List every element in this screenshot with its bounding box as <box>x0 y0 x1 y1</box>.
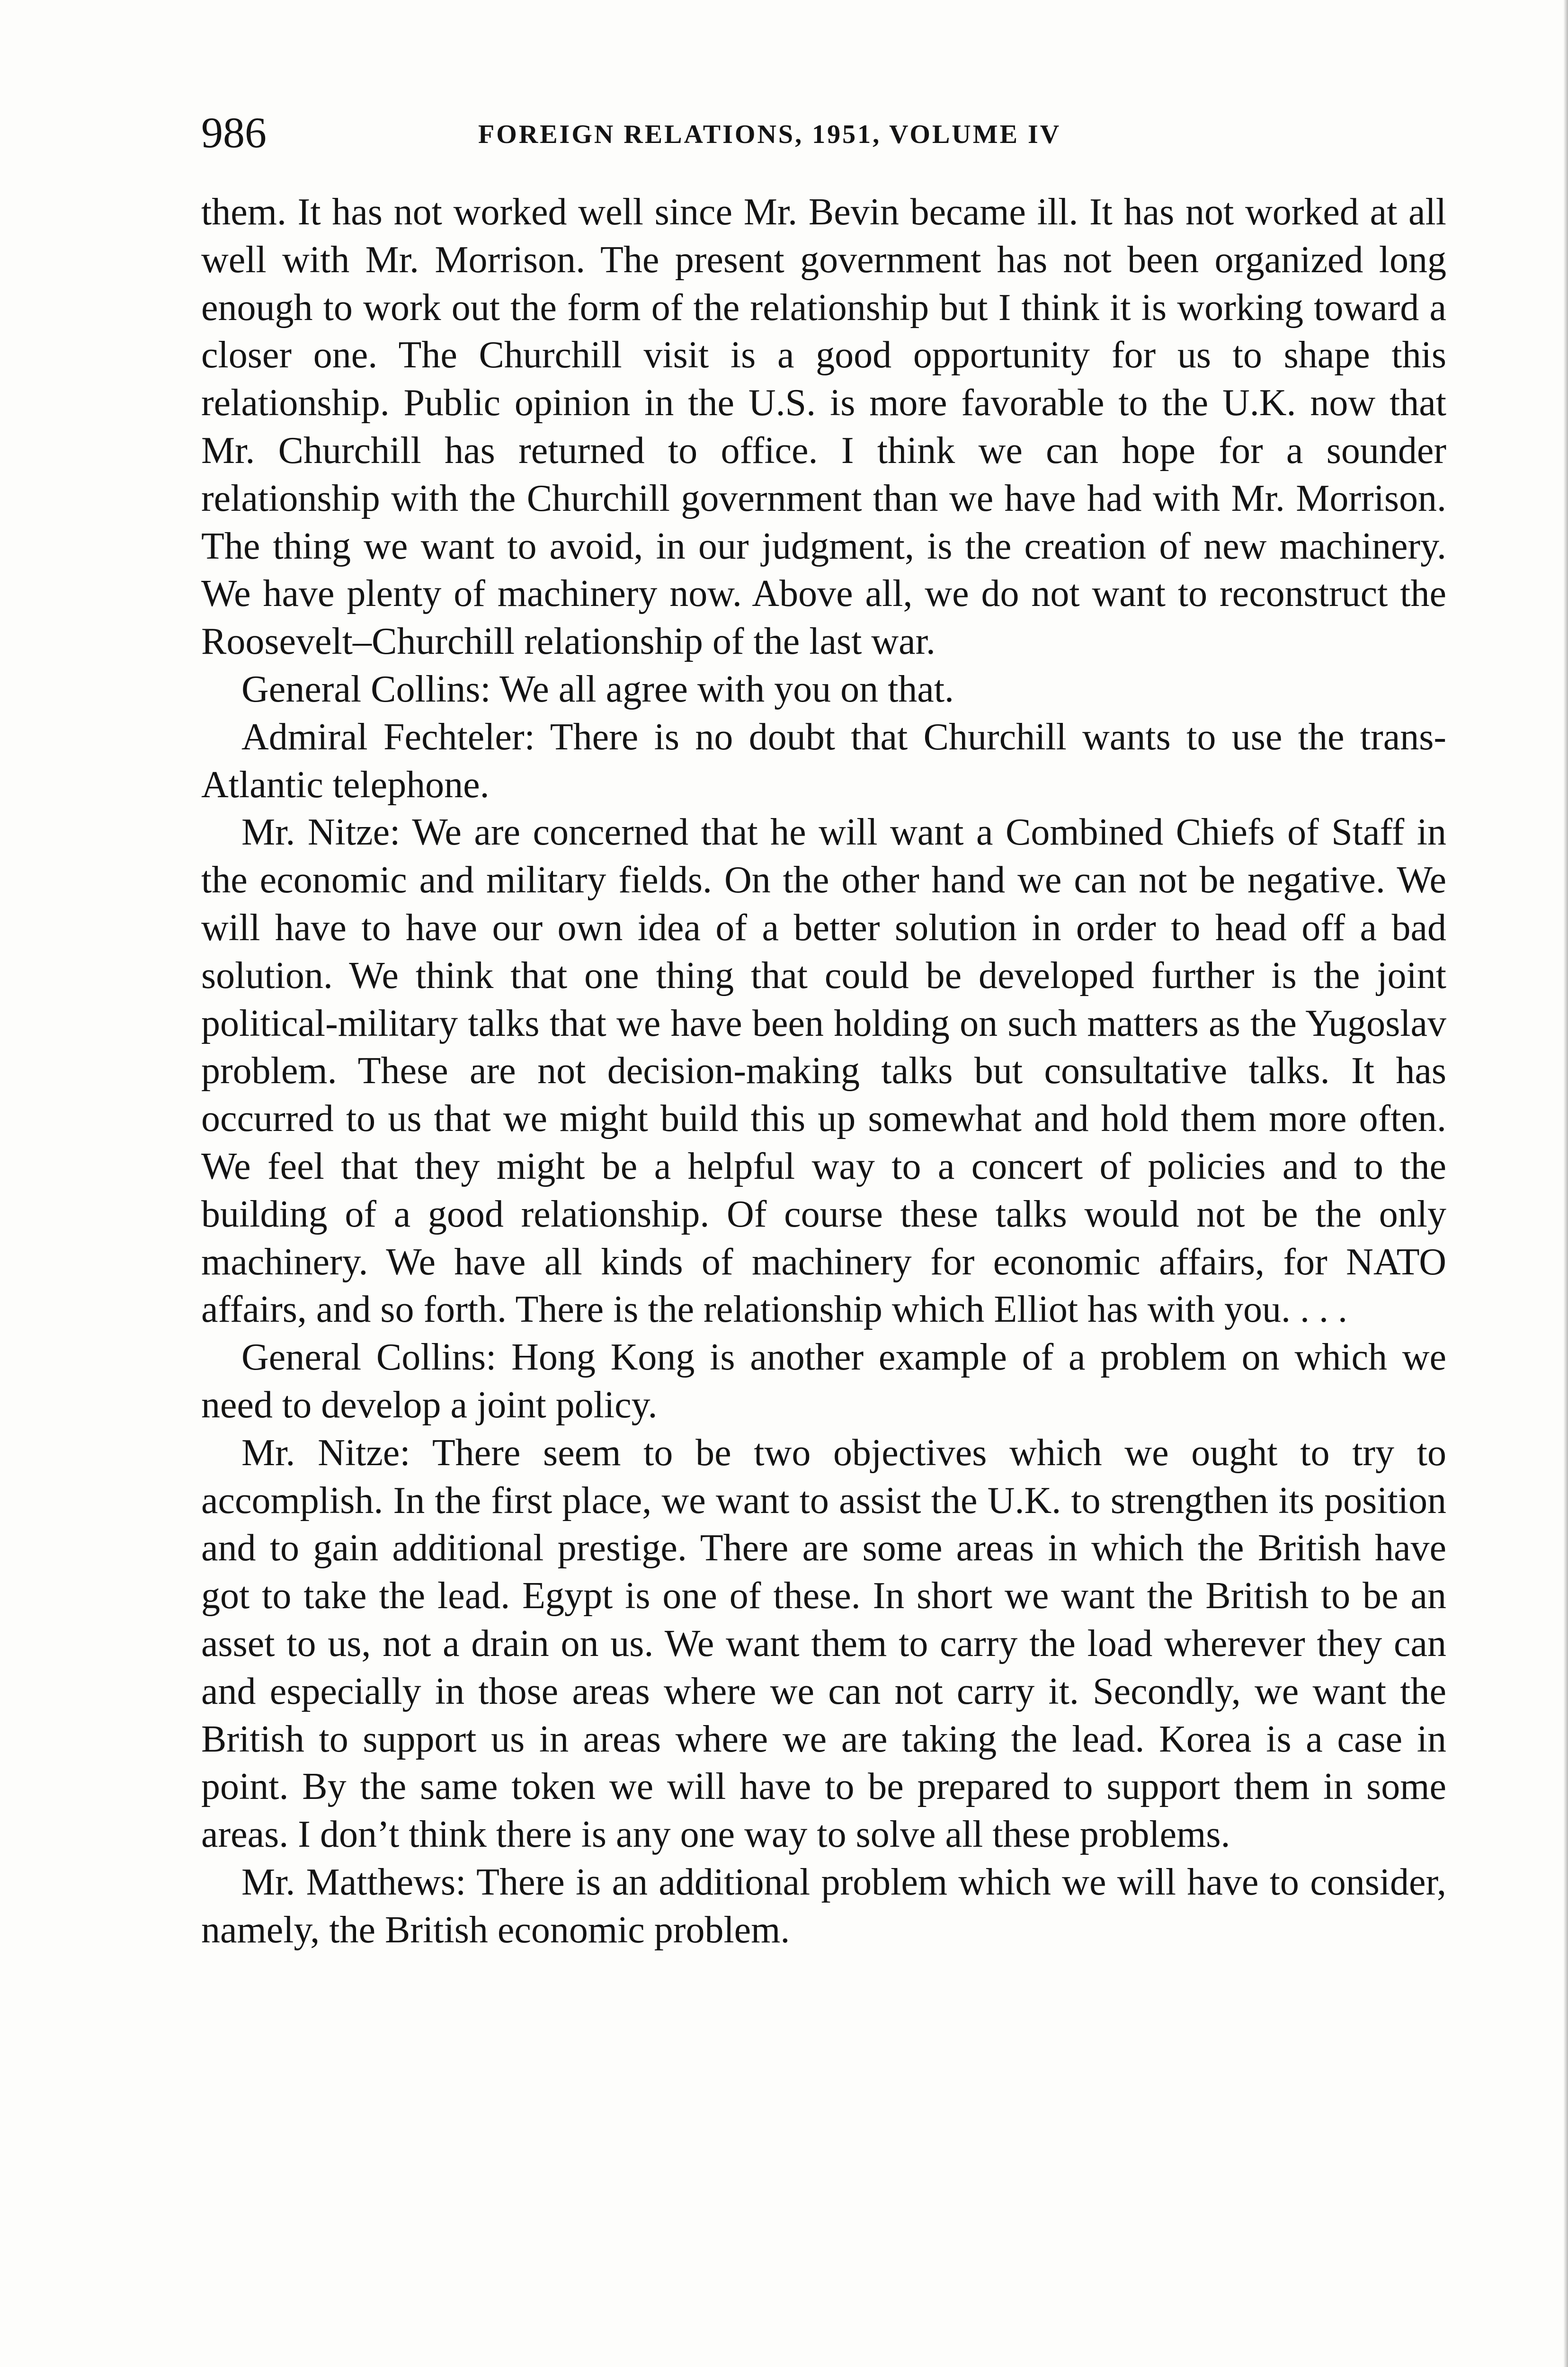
paragraph-collins-agree: General Collins: We all agree with you on that. <box>241 668 954 710</box>
paragraph-collins-hong-kong: General Collins: Hong Kong is another example of a problem on which we need to develop a joint policy. <box>201 1336 1446 1426</box>
running-head: FOREIGN RELATIONS, 1951, VOLUME IV <box>478 120 1061 149</box>
body-text <box>201 188 1446 1954</box>
paragraph-nitze-machinery: Mr. Nitze: We are concerned that he will want a Combined Chiefs of Staff in the economic and military fields. On the other hand we can not be negative. We will have to have our own idea of a better solution in order to head off a bad solution. We think that one thing that could be developed further is the joint political-military talks that we have been holding on such matters as the Yugoslav problem. These are not decision-making talks but consultative talks. It has occurred to us that we might build this up somewhat and hold them more often. We feel that they might be a helpful way to a concert of policies and to the building of a good relationship. Of course these talks would not be the only machinery. We have all kinds of machinery for economic affairs, for NATO affairs, and so forth. There is the relationship which Elliot has with you. . . . <box>201 811 1446 1331</box>
page-edge-shadow <box>1563 0 1568 2367</box>
paragraph-nitze-objectives: Mr. Nitze: There seem to be two objectives which we ought to try to accomplish. In the first place, we want to assist the U.K. to strengthen its position and to gain additional prestige. There are some areas in which the British have got to take the lead. Egypt is one of these. In short we want the British to be an asset to us, not a drain on us. We want them to carry the load wherever they can and especially in those areas where we can not carry it. Secondly, we want the British to support us in areas where we are taking the lead. Korea is a case in point. By the same token we will have to be prepared to support them in some areas. I don’t think there is any one way to solve all these problems. <box>201 1432 1446 1856</box>
paragraph-matthews: Mr. Matthews: There is an additional problem which we will have to consider, namely, the British economic problem. <box>201 1861 1446 1951</box>
page-number: 986 <box>201 108 267 157</box>
paragraph-fechteler: Admiral Fechteler: There is no doubt that Churchill wants to use the trans-Atlantic telephone. <box>201 716 1446 806</box>
paragraph-continuation: them. It has not worked well since Mr. Bevin became ill. It has not worked at all well with Mr. Morrison. The present government has not been organized long enough to work out the form of the relationship but I think it is working toward a closer one. The Churchill visit is a good opportunity for us to shape this relationship. Public opinion in the U.S. is more favorable to the U.K. now that Mr. Churchill has returned to office. I think we can hope for a sounder relationship with the Churchill government than we have had with Mr. Morrison. The thing we want to avoid, in our judgment, is the creation of new machinery. We have plenty of machinery now. Above all, we do not want to reconstruct the Roosevelt–Churchill relationship of the last war. <box>201 191 1446 663</box>
page-header <box>201 107 1456 159</box>
